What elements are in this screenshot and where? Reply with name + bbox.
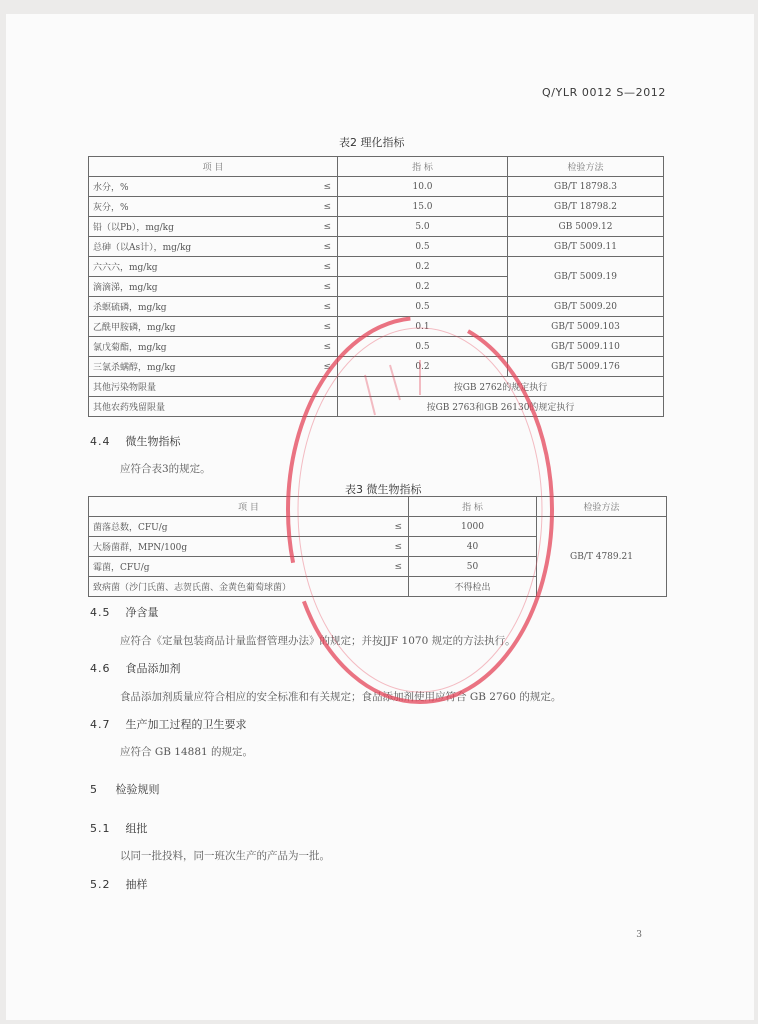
- row-value: 不得检出: [409, 577, 537, 597]
- table-row: [89, 237, 664, 257]
- row-operator: ≤: [294, 317, 338, 337]
- section-4-6-heading: [90, 660, 181, 676]
- row-value: 0.5: [338, 337, 508, 357]
- table-row: [89, 377, 664, 397]
- row-operator: ≤: [294, 357, 338, 377]
- table3-header-item: 项 目: [89, 497, 409, 517]
- table-row: [89, 397, 664, 417]
- row-operator: ≤: [294, 177, 338, 197]
- row-value: 10.0: [338, 177, 508, 197]
- row-operator: ≤: [349, 537, 409, 557]
- row-item: 水分，%: [89, 177, 294, 197]
- standard-code: Q/YLR 0012 S—2012: [541, 86, 666, 99]
- page-number: 3: [636, 930, 642, 940]
- table-row: [89, 217, 664, 237]
- section-number: 4.7: [90, 718, 111, 731]
- table-row: [89, 297, 664, 317]
- row-item: 致病菌（沙门氏菌、志贺氏菌、金黄色葡萄球菌）: [89, 577, 409, 597]
- row-value: 0.5: [338, 297, 508, 317]
- section-number: 5.2: [90, 878, 111, 891]
- table3-header-row: [89, 497, 667, 517]
- row-value: 0.2: [338, 257, 508, 277]
- table-row: [89, 357, 664, 377]
- section-title: 组批: [125, 822, 148, 835]
- table3-method: GB/T 4789.21: [537, 517, 667, 597]
- section-title: 抽样: [125, 878, 148, 891]
- table3-header-index: 指 标: [409, 497, 537, 517]
- row-operator: ≤: [294, 217, 338, 237]
- section-number: 5: [90, 783, 98, 796]
- row-item: 大肠菌群，MPN/100g: [89, 537, 349, 557]
- row-method: GB/T 5009.110: [508, 337, 664, 357]
- section-title: 食品添加剂: [125, 662, 181, 675]
- section-4-6-text: 食品添加剂质量应符合相应的安全标准和有关规定；食品添加剂使用应符合 GB 2760 的规定。: [120, 691, 562, 703]
- section-5-1-heading: [90, 820, 148, 836]
- row-operator: ≤: [294, 337, 338, 357]
- section-5-heading: [90, 781, 160, 797]
- table-row: [89, 317, 664, 337]
- row-item: 其他污染物限量: [89, 377, 338, 397]
- section-4-7-heading: [90, 716, 247, 732]
- section-4-5-heading: [90, 604, 159, 620]
- table2-physicochemical: [88, 156, 664, 417]
- row-operator: ≤: [294, 297, 338, 317]
- row-operator: ≤: [294, 257, 338, 277]
- row-value: 50: [409, 557, 537, 577]
- table2-header-method: 检验方法: [508, 157, 664, 177]
- row-merged-requirement: 按GB 2763和GB 26130的规定执行: [338, 397, 664, 417]
- row-item: 氯戊菊酯，mg/kg: [89, 337, 294, 357]
- row-value: 5.0: [338, 217, 508, 237]
- section-4-4-text: 应符合表3的规定。: [120, 463, 211, 475]
- row-item: 菌落总数，CFU/g: [89, 517, 349, 537]
- table3-caption: 表3 微生物指标: [345, 483, 422, 496]
- section-number: 5.1: [90, 822, 111, 835]
- table-row: [89, 197, 664, 217]
- table2-caption: 表2 理化指标: [339, 136, 405, 149]
- row-method: GB/T 5009.103: [508, 317, 664, 337]
- section-5-1-text: 以同一批投料，同一班次生产的产品为一批。: [120, 850, 330, 862]
- table-row: [89, 517, 667, 537]
- row-item: 其他农药残留限量: [89, 397, 338, 417]
- row-item: 乙酰甲胺磷，mg/kg: [89, 317, 294, 337]
- section-4-7-text: 应符合 GB 14881 的规定。: [120, 746, 254, 758]
- row-item: 六六六，mg/kg: [89, 257, 294, 277]
- section-title: 净含量: [125, 606, 159, 619]
- section-title: 微生物指标: [125, 435, 181, 448]
- row-method: GB/T 18798.2: [508, 197, 664, 217]
- section-number: 4.5: [90, 606, 111, 619]
- row-value: 1000: [409, 517, 537, 537]
- row-value: 0.1: [338, 317, 508, 337]
- row-operator: ≤: [349, 557, 409, 577]
- row-item: 霉菌，CFU/g: [89, 557, 349, 577]
- row-merged-requirement: 按GB 2762的规定执行: [338, 377, 664, 397]
- row-operator: ≤: [294, 197, 338, 217]
- row-value: 0.5: [338, 237, 508, 257]
- section-4-5-text: 应符合《定量包装商品计量监督管理办法》的规定；并按JJF 1070 规定的方法执行。: [120, 635, 516, 647]
- table-row: [89, 257, 664, 277]
- row-item: 杀螟硫磷，mg/kg: [89, 297, 294, 317]
- table2-header-item: 项 目: [89, 157, 338, 177]
- table2-header-row: [89, 157, 664, 177]
- row-method: GB/T 5009.20: [508, 297, 664, 317]
- section-number: 4.4: [90, 435, 111, 448]
- row-operator: ≤: [294, 277, 338, 297]
- row-operator: ≤: [349, 517, 409, 537]
- row-method: GB/T 5009.11: [508, 237, 664, 257]
- section-5-2-heading: [90, 876, 148, 892]
- row-value: 0.2: [338, 357, 508, 377]
- row-item: 滴滴涕，mg/kg: [89, 277, 294, 297]
- row-value: 40: [409, 537, 537, 557]
- table-row: [89, 337, 664, 357]
- row-method: GB/T 5009.176: [508, 357, 664, 377]
- table2-header-index: 指 标: [338, 157, 508, 177]
- row-operator: ≤: [294, 237, 338, 257]
- row-method: GB/T 18798.3: [508, 177, 664, 197]
- row-method: GB/T 5009.19: [508, 257, 664, 297]
- row-item: 总砷（以As计），mg/kg: [89, 237, 294, 257]
- section-title: 检验规则: [115, 783, 160, 796]
- table3-header-method: 检验方法: [537, 497, 667, 517]
- section-number: 4.6: [90, 662, 111, 675]
- row-method: GB 5009.12: [508, 217, 664, 237]
- row-item: 三氯杀螨醇，mg/kg: [89, 357, 294, 377]
- row-value: 0.2: [338, 277, 508, 297]
- section-4-4-heading: [90, 433, 181, 449]
- section-title: 生产加工过程的卫生要求: [125, 718, 247, 731]
- table-row: [89, 177, 664, 197]
- table3-microbiological: [88, 496, 667, 597]
- row-item: 铅（以Pb），mg/kg: [89, 217, 294, 237]
- row-value: 15.0: [338, 197, 508, 217]
- row-item: 灰分，%: [89, 197, 294, 217]
